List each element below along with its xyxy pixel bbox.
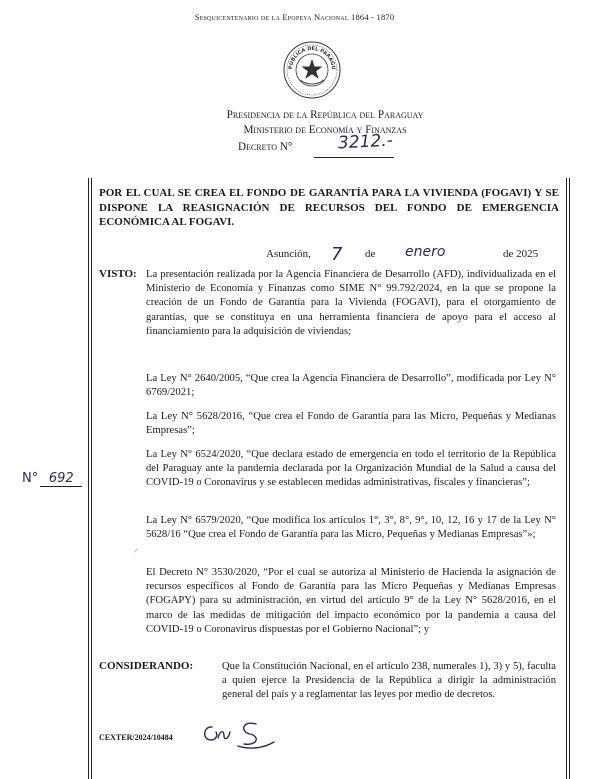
right-margin-rule xyxy=(566,178,570,779)
date-day: 7 xyxy=(331,244,343,265)
visto-paragraph-2: La Ley N° 2640/2005, “Que crea la Agencia Financiera de Desarrollo”, modificada por Ley N° 6769/2021; xyxy=(146,373,556,399)
presidencia-line: Presidencia de la República del Paraguay xyxy=(226,109,424,121)
margin-register-number: 692 xyxy=(40,471,82,487)
footer-reference-code: CEXTER/2024/10484 xyxy=(99,733,173,742)
margin-register-prefix: N° xyxy=(22,471,39,486)
institution-header xyxy=(0,108,589,138)
date-de: de xyxy=(365,248,376,260)
seal-text: PÚBLICA DEL PARAGU xyxy=(287,45,337,70)
sesquicentenario-header: Sesquicentenario de la Epopeya Nacional 1864 - 1870 xyxy=(194,12,395,22)
date-line xyxy=(0,244,589,264)
decree-title: POR EL CUAL SE CREA EL FONDO DE GARANTÍA PARA LA VIVIENDA (FOGAVI) Y SE DISPONE LA REASIGNACIÓN DE RECURSOS DEL FONDO DE EMERGENCIA ECONÓMICA AL FOGAVI. xyxy=(99,187,559,228)
national-seal-icon xyxy=(282,40,342,100)
decreto-label: Decreto N° xyxy=(238,141,293,153)
visto-paragraph-5: La Ley N° 6579/2020, “Que modifica los artículos 1°, 3°, 8°, 9°, 10, 12, 16 y 17 de la Ley N° 5628/16 “Que crea el Fondo de Garantía para las Micro, Pequeñas y Medianas Empresas”»; xyxy=(146,515,556,541)
svg-text:REPÚBLICA DEL PARAGUAY xyxy=(282,40,336,70)
visto-paragraph-6: El Decreto N° 3530/2020, “Por el cual se autoriza al Ministerio de Hacienda la asignación de recursos específicos al Fondo de Garantía para las Micro Pequeñas y Medianas Empresas (FOGAPY) para su administración, en virtud del artículo 9° de la Ley N° 5628/2016, en el marco de las medidas de mitigación del impacto económico por la pandemia a causa del COVID-19 o Coronavirus dispuestas por el Gobierno Nacional”; y xyxy=(146,567,556,635)
decreto-number-line xyxy=(314,157,394,158)
decreto-number: 3212.- xyxy=(337,130,394,154)
date-month: enero xyxy=(405,244,446,260)
ministerio-line: Ministerio de Economía y Finanzas xyxy=(243,124,407,136)
considerando-paragraph: Que la Constitución Nacional, en el artículo 238, numerales 1), 3) y 5), faculta a quien ejerce la Presidencia de la República a dirigir la administración general del país y a reglamentar las leyes por medio de decretos. xyxy=(222,661,556,701)
margin-register-note xyxy=(22,471,82,487)
initials-signature-icon xyxy=(198,718,278,752)
pen-mark-icon: / xyxy=(133,545,140,556)
visto-paragraph-3: La Ley N° 5628/2016, “Que crea el Fondo de Garantía para las Micro, Pequeñas y Medianas Empresas”; xyxy=(146,411,556,437)
considerando-label: CONSIDERANDO: xyxy=(99,660,194,672)
date-place: Asunción, xyxy=(266,248,311,260)
visto-paragraph-4: La Ley N° 6524/2020, “Que declara estado de emergencia en todo el territorio de la República del Paraguay ante la pandemia declarada por la Organización Mundial de la Salud a causa del COVID-19 o Coronavirus y se establecen medidas administrativas, fiscales y financieras”; xyxy=(146,449,556,489)
visto-paragraph-1: La presentación realizada por la Agencia Financiera de Desarrollo (AFD), individualizada en el Ministerio de Economía y Finanzas como SIME N° 99.792/2024, en la que se propone la creación de un Fondo de Garantía para la Vivienda (FOGAVI), para el otorgamiento de garantías, que se constituya en una herramienta financiera de apoyo para el acceso al financiamiento para la adquisición de viviendas; xyxy=(146,269,556,337)
visto-label: VISTO: xyxy=(99,268,137,280)
left-margin-rule xyxy=(88,178,92,779)
date-year: de 2025 xyxy=(503,248,539,260)
